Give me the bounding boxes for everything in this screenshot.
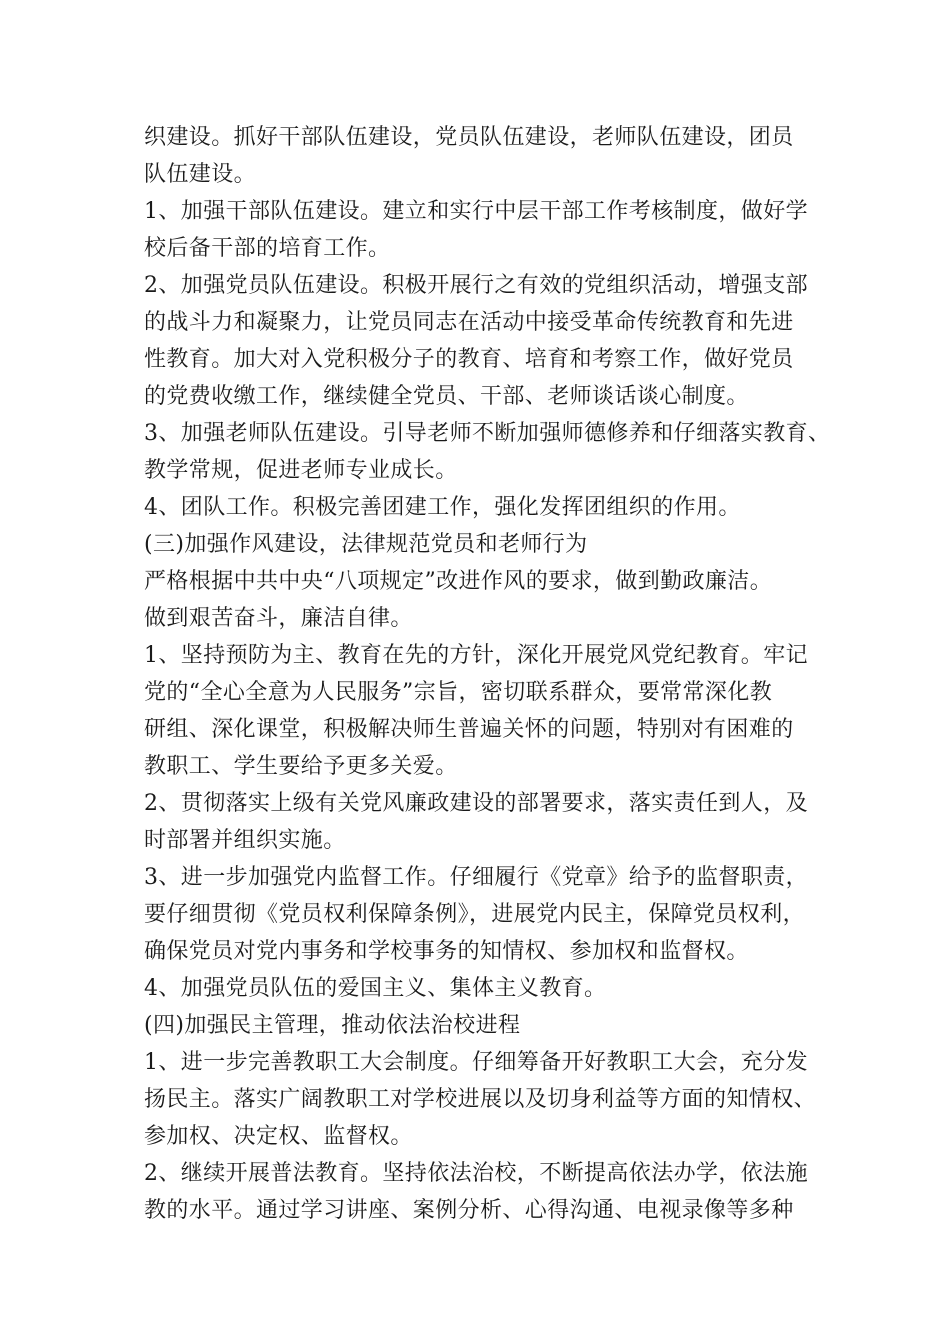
document-body — [144, 119, 834, 1229]
text-line: 2、继续开展普法教育。坚持依法治校，不断提高依法办学，依法施 — [144, 1161, 808, 1186]
text-line: 1、进一步完善教职工大会制度。仔细筹备开好教职工大会，充分发 — [144, 1050, 808, 1075]
text-line: 研组、深化课堂，积极解决师生普遍关怀的问题，特别对有困难的 — [144, 717, 794, 742]
text-line: 2、贯彻落实上级有关党风廉政建设的部署要求，落实责任到人，及 — [144, 791, 808, 816]
text-line: 确保党员对党内事务和学校事务的知情权、参加权和监督权。 — [144, 939, 749, 964]
section-heading: (三)加强作风建设，法律规范党员和老师行为 — [144, 532, 588, 557]
text-line: 3、加强老师队伍建设。引导老师不断加强师德修养和仔细落实教育、 — [144, 421, 831, 446]
text-line: 教职工、学生要给予更多关爱。 — [144, 754, 458, 779]
text-line: 队伍建设。 — [144, 162, 257, 187]
text-line: 4、团队工作。积极完善团建工作，强化发挥团组织的作用。 — [144, 495, 741, 520]
text-line: 校后备干部的培育工作。 — [144, 236, 391, 261]
text-line: 严格根据中共中央“八项规定”改进作风的要求，做到勤政廉洁。 — [144, 569, 773, 594]
text-line: 性教育。加大对入党积极分子的教育、培育和考察工作，做好党员 — [144, 347, 794, 372]
text-line: 党的“全心全意为人民服务”宗旨，密切联系群众，要常常深化教 — [144, 680, 773, 705]
text-line: 3、进一步加强党内监督工作。仔细履行《党章》给予的监督职责， — [144, 865, 808, 890]
text-line: 的战斗力和凝聚力，让党员同志在活动中接受革命传统教育和先进 — [144, 310, 794, 335]
text-line: 1、加强干部队伍建设。建立和实行中层干部工作考核制度，做好学 — [144, 199, 808, 224]
text-line: 的党费收缴工作，继续健全党员、干部、老师谈话谈心制度。 — [144, 384, 749, 409]
text-line: 扬民主。落实广阔教职工对学校进展以及切身利益等方面的知情权、 — [144, 1087, 817, 1112]
text-line: 时部署并组织实施。 — [144, 828, 346, 853]
text-line: 2、加强党员队伍建设。积极开展行之有效的党组织活动，增强支部 — [144, 273, 808, 298]
text-line: 教的水平。通过学习讲座、案例分析、心得沟通、电视录像等多种 — [144, 1198, 794, 1223]
text-line: 要仔细贯彻《党员权利保障条例》，进展党内民主，保障党员权利， — [144, 902, 806, 927]
text-line: 1、坚持预防为主、教育在先的方针，深化开展党风党纪教育。牢记 — [144, 643, 808, 668]
text-line: 4、加强党员队伍的爱国主义、集体主义教育。 — [144, 976, 607, 1001]
section-heading: (四)加强民主管理，推动依法治校进程 — [144, 1013, 521, 1038]
text-line: 教学常规，促进老师专业成长。 — [144, 458, 458, 483]
text-line: 参加权、决定权、监督权。 — [144, 1124, 413, 1149]
text-line: 织建设。抓好干部队伍建设，党员队伍建设，老师队伍建设，团员 — [144, 125, 794, 150]
text-line: 做到艰苦奋斗，廉洁自律。 — [144, 606, 413, 631]
